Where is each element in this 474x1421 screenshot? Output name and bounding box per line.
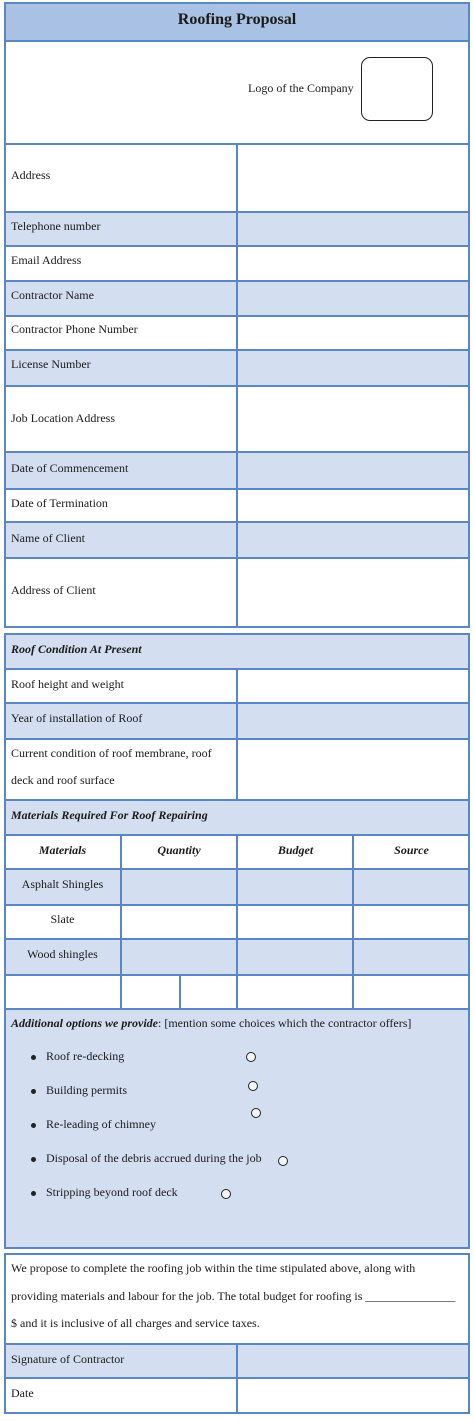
label-address: Address [11,168,51,182]
divider [236,668,238,800]
divider [236,834,238,1009]
option-radio-debris-disposal[interactable] [278,1156,288,1166]
options-heading-bold: Additional options we provide [11,1016,159,1030]
options-heading [11,1016,411,1031]
field-client-address[interactable] [238,558,468,626]
label-roof-membrane-line2: deck and roof surface [11,773,115,787]
option-radio-releading-chimney[interactable] [251,1108,261,1118]
logo-label: Logo of the Company [248,81,354,95]
bullet-icon [31,1055,36,1060]
option-radio-building-permits[interactable] [248,1081,258,1091]
field-telephone[interactable] [238,212,468,245]
label-email: Email Address [11,253,82,267]
col-header-quantity: Quantity [157,843,201,857]
divider [4,40,470,42]
field-year-install[interactable] [238,703,468,738]
field-termination[interactable] [238,489,468,521]
cell-source-asphalt[interactable] [354,869,469,904]
option-label: Building permits [46,1083,127,1097]
cell-quantity-asphalt[interactable] [121,869,237,904]
bullet-icon [31,1157,36,1162]
bullet-icon [31,1191,36,1196]
divider [4,2,470,4]
option-label: Re-leading of chimney [46,1117,156,1131]
field-commencement[interactable] [238,452,468,488]
label-client-name: Name of Client [11,531,85,545]
divider [468,633,470,1248]
material-name: Slate [50,912,75,926]
material-name: Wood shingles [27,947,98,961]
bullet-icon [31,1089,36,1094]
divider [468,1253,470,1413]
field-contractor-name[interactable] [238,281,468,315]
field-signature[interactable] [238,1344,468,1377]
divider [4,1247,470,1249]
col-header-budget: Budget [277,843,314,857]
label-date: Date [11,1386,34,1400]
divider [236,143,238,627]
col-header-materials: Materials [38,843,87,857]
label-job-location: Job Location Address [11,411,115,425]
roof-condition-heading: Roof Condition At Present [11,642,142,656]
label-client-address: Address of Client [11,583,96,597]
label-telephone: Telephone number [11,219,101,233]
divider [4,633,470,635]
proposal-text-line1: We propose to complete the roofing job within the time stipulated above, along with [11,1261,416,1275]
field-license[interactable] [238,350,468,385]
cell-source-slate[interactable] [354,905,469,938]
cell-budget-slate[interactable] [238,905,353,938]
cell-budget-wood[interactable] [238,939,353,974]
label-year-install: Year of installation of Roof [11,711,143,725]
divider [4,1253,6,1413]
bullet-icon [31,1123,36,1128]
options-heading-note: : [mention some choices which the contractor offers] [158,1016,412,1030]
cell-quantity-slate[interactable] [121,905,237,938]
field-roof-membrane[interactable] [238,739,468,799]
col-header-source: Source [394,843,429,857]
materials-heading: Materials Required For Roof Repairing [11,808,208,822]
field-client-name[interactable] [238,522,468,557]
field-address[interactable] [238,144,468,211]
divider [4,633,6,1248]
material-name: Asphalt Shingles [21,877,104,891]
logo-placeholder [361,57,433,121]
label-contractor-name: Contractor Name [11,288,94,302]
option-radio-roof-redecking[interactable] [246,1052,256,1062]
divider [352,834,354,1009]
field-contractor-phone[interactable] [238,316,468,349]
divider [4,1253,470,1255]
field-job-location[interactable] [238,386,468,451]
option-radio-stripping[interactable] [221,1189,231,1199]
label-termination: Date of Termination [11,496,108,510]
label-license: License Number [11,357,91,371]
label-commencement: Date of Commencement [11,461,129,475]
form-title: Roofing Proposal [177,11,297,28]
divider [179,974,181,1009]
field-roof-height[interactable] [238,669,468,702]
proposal-text-line3: $ and it is inclusive of all charges and service taxes. [11,1316,260,1330]
cell-source-wood[interactable] [354,939,469,974]
option-label: Disposal of the debris accrued during the job [46,1151,262,1165]
option-label: Stripping beyond roof deck [46,1185,178,1199]
label-signature: Signature of Contractor [11,1352,125,1366]
cell-budget-asphalt[interactable] [238,869,353,904]
proposal-text-line2: providing materials and labour for the job. The total budget for roofing is _______________ [11,1289,456,1303]
option-label: Roof re-decking [46,1049,125,1063]
divider [120,834,122,1009]
field-email[interactable] [238,246,468,280]
field-date[interactable] [238,1378,468,1412]
cell-quantity-wood[interactable] [121,939,237,974]
divider [468,2,470,627]
divider [236,1343,238,1413]
divider [4,2,6,627]
label-contractor-phone: Contractor Phone Number [11,322,138,336]
label-roof-membrane-line1: Current condition of roof membrane, roof [11,746,212,760]
label-roof-height: Roof height and weight [11,677,124,691]
